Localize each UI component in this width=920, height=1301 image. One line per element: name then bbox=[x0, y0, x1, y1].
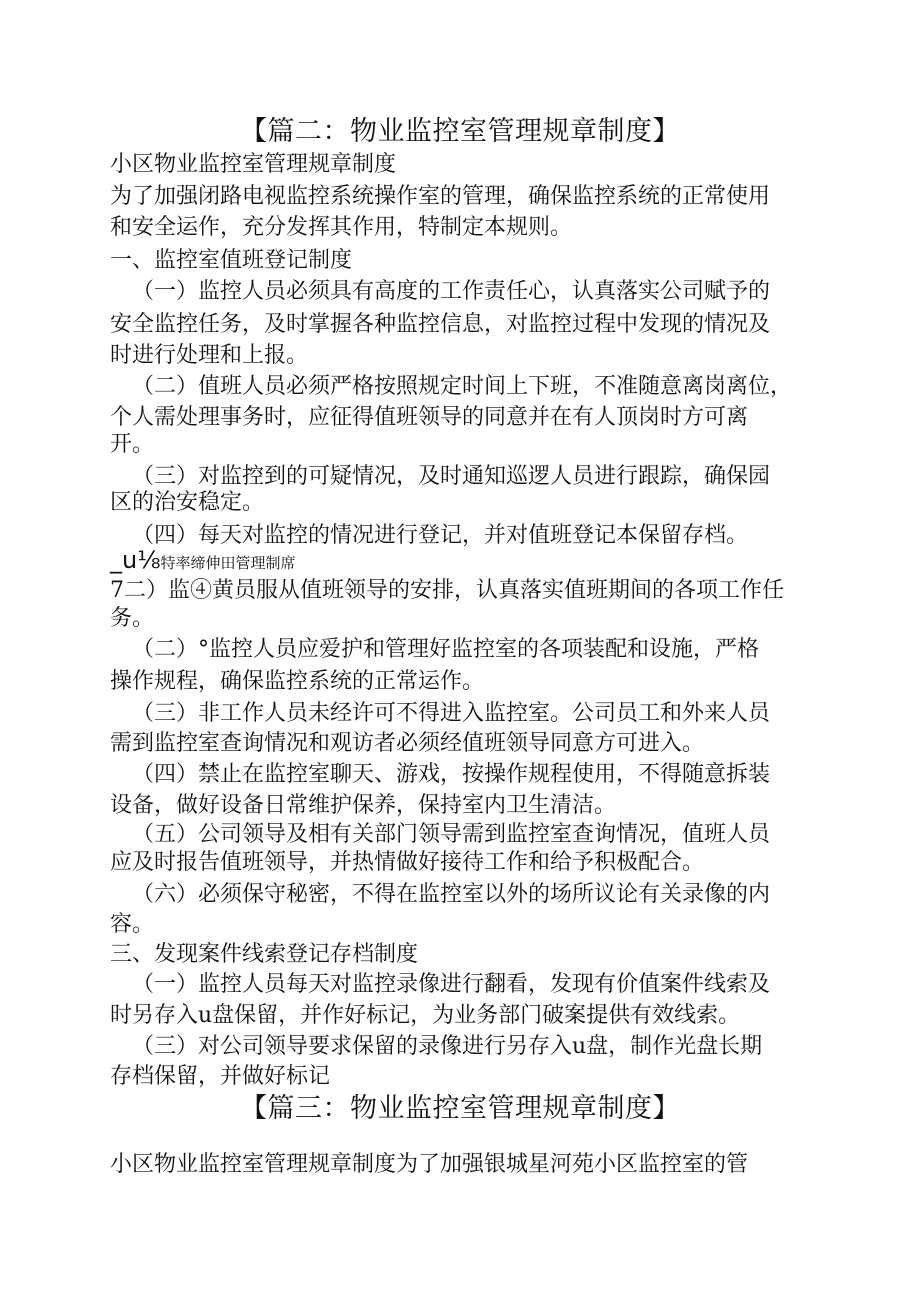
doc-line: 务。 bbox=[110, 606, 155, 631]
doc-line: 一、监控室值班登记制度 bbox=[110, 248, 353, 273]
doc-line: （三）非工作人员未经许可不得进入监控室。公司员工和外来人员 bbox=[132, 701, 771, 726]
doc-line: 三、发现案件线索登记存档制度 bbox=[110, 942, 419, 967]
doc-line: 开。 bbox=[110, 432, 155, 457]
doc-line: 小区物业监控室管理规章制度 bbox=[110, 152, 397, 177]
doc-line: 个人需处理事务时，应征得值班领导的同意并在有人顶岗时方可离 bbox=[110, 405, 749, 430]
doc-line: 需到监控室查询情况和观访者必须经值班领导同意方可进入。 bbox=[110, 731, 705, 756]
doc-line: 操作规程，确保监控系统的正常运作。 bbox=[110, 669, 485, 694]
doc-line: 容。 bbox=[110, 912, 155, 937]
doc-line: （一）监控人员必须具有高度的工作责任心，认真落实公司赋予的 bbox=[132, 279, 771, 304]
doc-line: 和安全运作，充分发挥其作用，特制定本规则。 bbox=[110, 215, 573, 240]
doc-line: 小区物业监控室管理规章制度为了加强银城星河苑小区监控室的管 bbox=[110, 1152, 749, 1177]
doc-line: （四）每天对监控的情况进行登记，并对值班登记本保留存档。 bbox=[132, 523, 749, 548]
doc-line: 7二）监④黄员服从值班领导的安排，认真落实值班期间的各项工作任 bbox=[110, 578, 784, 603]
doc-line: （六）必须保守秘密，不得在监控室以外的场所议论有关录像的内 bbox=[132, 882, 771, 907]
doc-line: 存档保留，并做好标记 bbox=[110, 1064, 331, 1089]
doc-line-garbled bbox=[110, 545, 296, 578]
doc-line: （三）对公司领导要求保留的录像进行另存入u盘，制作光盘长期 bbox=[132, 1034, 763, 1059]
doc-line: 时另存入u盘保留，并作好标记，为业务部门破案提供有效线索。 bbox=[110, 1003, 741, 1028]
section-title-part-three: 【篇三：物业监控室管理规章制度】 bbox=[240, 1093, 680, 1124]
section-title-part-two: 【篇二：物业监控室管理规章制度】 bbox=[240, 116, 680, 147]
doc-line: （二）值班人员必须严格按照规定时间上下班，不准随意离岗离位， bbox=[132, 374, 793, 399]
doc-line: 时进行处理和上报。 bbox=[110, 343, 309, 368]
doc-line: 安全监控任务，及时掌握各种监控信息，对监控过程中发现的情况及 bbox=[110, 312, 771, 337]
doc-line: （一）监控人员每天对监控录像进行翻看，发现有价值案件线索及 bbox=[132, 972, 771, 997]
doc-line: 设备，做好设备日常维护保养，保持室内卫生清洁。 bbox=[110, 793, 617, 818]
garbled-prefix: _u⅛ bbox=[110, 546, 161, 574]
doc-line: 为了加强闭路电视监控系统操作室的管理，确保监控系统的正常使用 bbox=[110, 184, 771, 209]
doc-line: （五）公司领导及相有关部门领导需到监控室查询情况，值班人员 bbox=[132, 822, 771, 847]
doc-line: 应及时报告值班领导，并热情做好接待工作和给予积极配合。 bbox=[110, 850, 705, 875]
garbled-heading: 特率缔伸田管理制席 bbox=[160, 554, 296, 572]
doc-line: （二）°监控人员应爱护和管理好监控室的各项装配和设施，严格 bbox=[132, 637, 760, 662]
doc-line: （三）对监控到的可疑情况，及时通知巡逻人员进行跟踪，确保园 bbox=[132, 464, 771, 489]
doc-line: （四）禁止在监控室聊天、游戏，按操作规程使用，不得随意拆装 bbox=[132, 762, 771, 787]
doc-line: 区的治安稳定。 bbox=[110, 490, 265, 515]
